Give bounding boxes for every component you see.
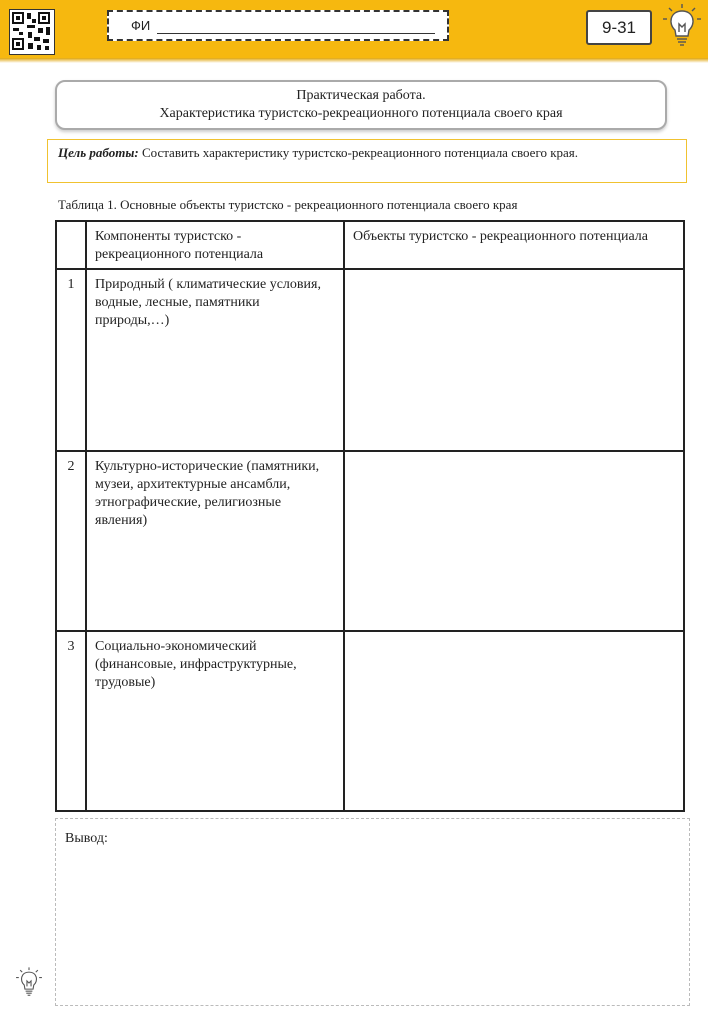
page-code: 9-31 [586,10,652,45]
header-objects-cell: Объекты туристско - рекреационного потенциала [344,221,684,269]
table-row [56,269,684,451]
conclusion-label: Вывод: [65,831,108,846]
row-number: 3 [56,631,86,811]
row-number: 1 [56,269,86,451]
goal-text: Составить характеристику туристско-рекреационного потенциала своего края. [138,145,579,160]
table-row [56,631,684,811]
row-number: 2 [56,451,86,631]
row-objects-input[interactable] [344,631,684,811]
row-component: Культурно-исторические (памятники, музеи, архитектурные ансамбли, этнографические, религиозные явления) [86,451,344,631]
qr-code-icon [9,9,55,55]
row-objects-input[interactable] [344,269,684,451]
title-line-1: Практическая работа. [296,88,426,103]
table-caption: Таблица 1. Основные объекты туристско - рекреационного потенциала своего края [58,197,518,212]
name-underline [157,33,435,34]
header-component-cell: Компоненты туристско - рекреационного потенциала [86,221,344,269]
goal-label: Цель работы: [58,145,139,160]
title-box [55,80,667,130]
table-header-row [56,221,684,269]
potential-table [55,220,685,812]
header-num-cell [56,221,86,269]
name-field[interactable] [107,10,449,41]
goal-box [47,139,687,183]
header-shadow [0,58,708,63]
name-field-label: ФИ [131,18,151,33]
row-objects-input[interactable] [344,451,684,631]
title-line-2: Характеристика туристско-рекреационного потенциала своего края [159,106,563,121]
row-component: Природный ( климатические условия, водные, лесные, памятники природы,…) [86,269,344,451]
table-row [56,451,684,631]
lightbulb-icon [660,2,704,52]
lightbulb-icon [14,966,44,1000]
row-component: Социально-экономический (финансовые, инфраструктурные, трудовые) [86,631,344,811]
conclusion-box[interactable] [55,818,690,1006]
